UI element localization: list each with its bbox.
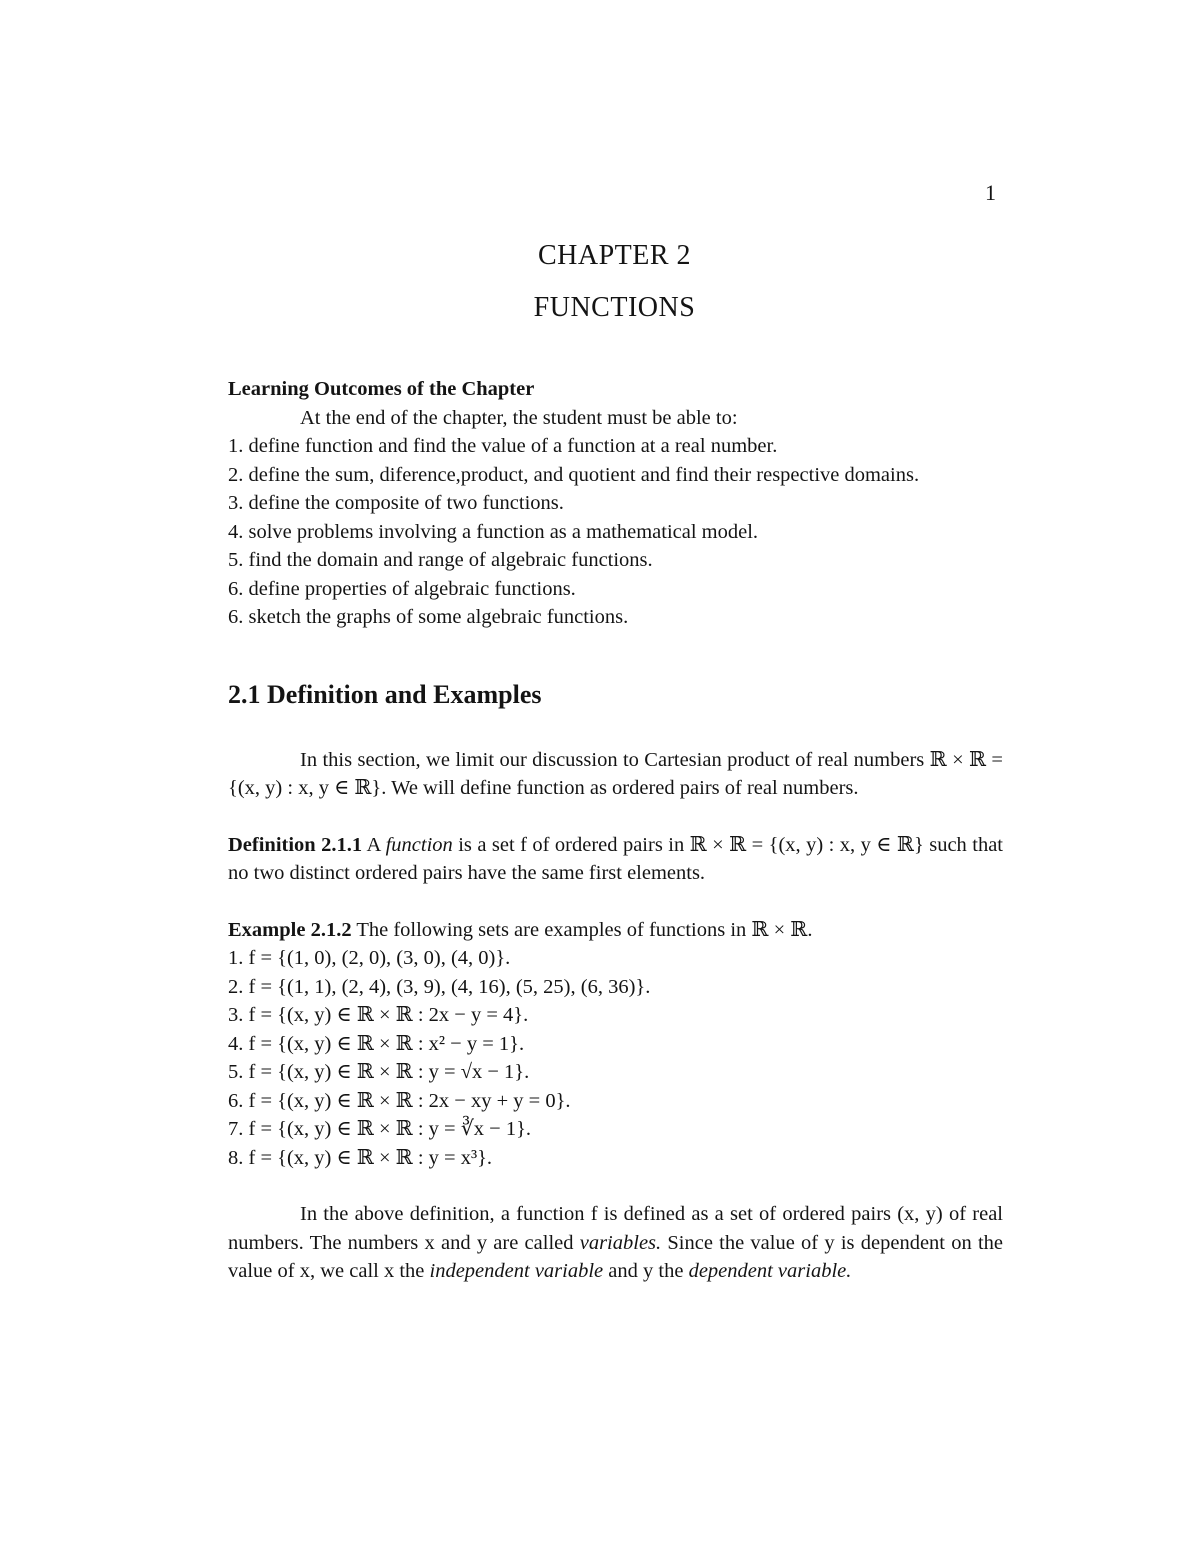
term-dependent-variable: dependent variable. <box>688 1260 852 1282</box>
chapter-number: CHAPTER 2 <box>537 240 692 271</box>
example <box>228 916 1003 945</box>
section-intro: In this section, we limit our discussion to Cartesian product of real numbers ℝ × ℝ = {(x, y) : x, y ∈ ℝ}. We will define function as ordered pairs of real numbers. <box>228 748 1003 799</box>
term-independent-variable: independent variable <box>429 1260 604 1282</box>
page-number: 1 <box>985 180 996 205</box>
outcomes-intro: At the end of the chapter, the student must be able to: <box>300 406 738 429</box>
definition-text-after: is a set f of ordered pairs in ℝ × ℝ = {(x, y) : x, y ∈ ℝ} such that no two distinct ordered pairs have the same first elements. <box>228 833 1003 884</box>
outcome-item: 4. solve problems involving a function as a mathematical model. <box>228 520 759 543</box>
section-heading: 2.1 Definition and Examples <box>228 679 542 709</box>
example-item: 3. f = {(x, y) ∈ ℝ × ℝ : 2x − y = 4}. <box>228 1004 529 1026</box>
outcome-item: 3. define the composite of two functions. <box>228 492 564 514</box>
page-content <box>228 375 1003 1286</box>
definition <box>228 831 1003 888</box>
definition-text-before: A <box>362 833 386 856</box>
outcome-item: 6. define properties of algebraic functions. <box>228 577 576 600</box>
example-item: 1. f = {(1, 0), (2, 0), (3, 0), (4, 0)}. <box>228 947 511 969</box>
outcome-item: 5. find the domain and range of algebraic functions. <box>228 549 653 571</box>
closing-text: and y the <box>603 1260 689 1282</box>
outcome-item: 6. sketch the graphs of some algebraic functions. <box>228 606 629 628</box>
example-item: 5. f = {(x, y) ∈ ℝ × ℝ : y = √x − 1}. <box>228 1061 530 1083</box>
closing-text: Since the value of y is dependent on the value of x, we call x the <box>228 1231 1003 1282</box>
term-variables: variables. <box>579 1231 662 1254</box>
outcome-item: 1. define function and find the value of a function at a real number. <box>228 435 778 457</box>
example-text: The following sets are examples of functions in ℝ × ℝ. <box>351 918 813 941</box>
closing-paragraph <box>228 1200 1003 1286</box>
closing-text: In the above definition, a function f is defined as a set of ordered pairs (x, y) of real numbers. The numbers x and y are called <box>228 1203 1003 1254</box>
definition-label: Definition 2.1.1 <box>228 833 363 856</box>
example-item: 2. f = {(1, 1), (2, 4), (3, 9), (4, 16), (5, 25), (6, 36)}. <box>228 975 651 998</box>
example-item: 4. f = {(x, y) ∈ ℝ × ℝ : x² − y = 1}. <box>228 1032 525 1055</box>
example-label: Example 2.1.2 <box>228 918 352 941</box>
chapter-title: FUNCTIONS <box>533 292 696 323</box>
example-item: 8. f = {(x, y) ∈ ℝ × ℝ : y = x³}. <box>228 1146 493 1169</box>
outcome-item: 2. define the sum, diference,product, and quotient and find their respective domains. <box>228 463 920 486</box>
definition-term: function <box>385 833 453 856</box>
outcomes-heading: Learning Outcomes of the Chapter <box>228 378 535 400</box>
example-item: 7. f = {(x, y) ∈ ℝ × ℝ : y = ∛x − 1}. <box>228 1118 532 1140</box>
example-item: 6. f = {(x, y) ∈ ℝ × ℝ : 2x − xy + y = 0}. <box>228 1089 571 1112</box>
